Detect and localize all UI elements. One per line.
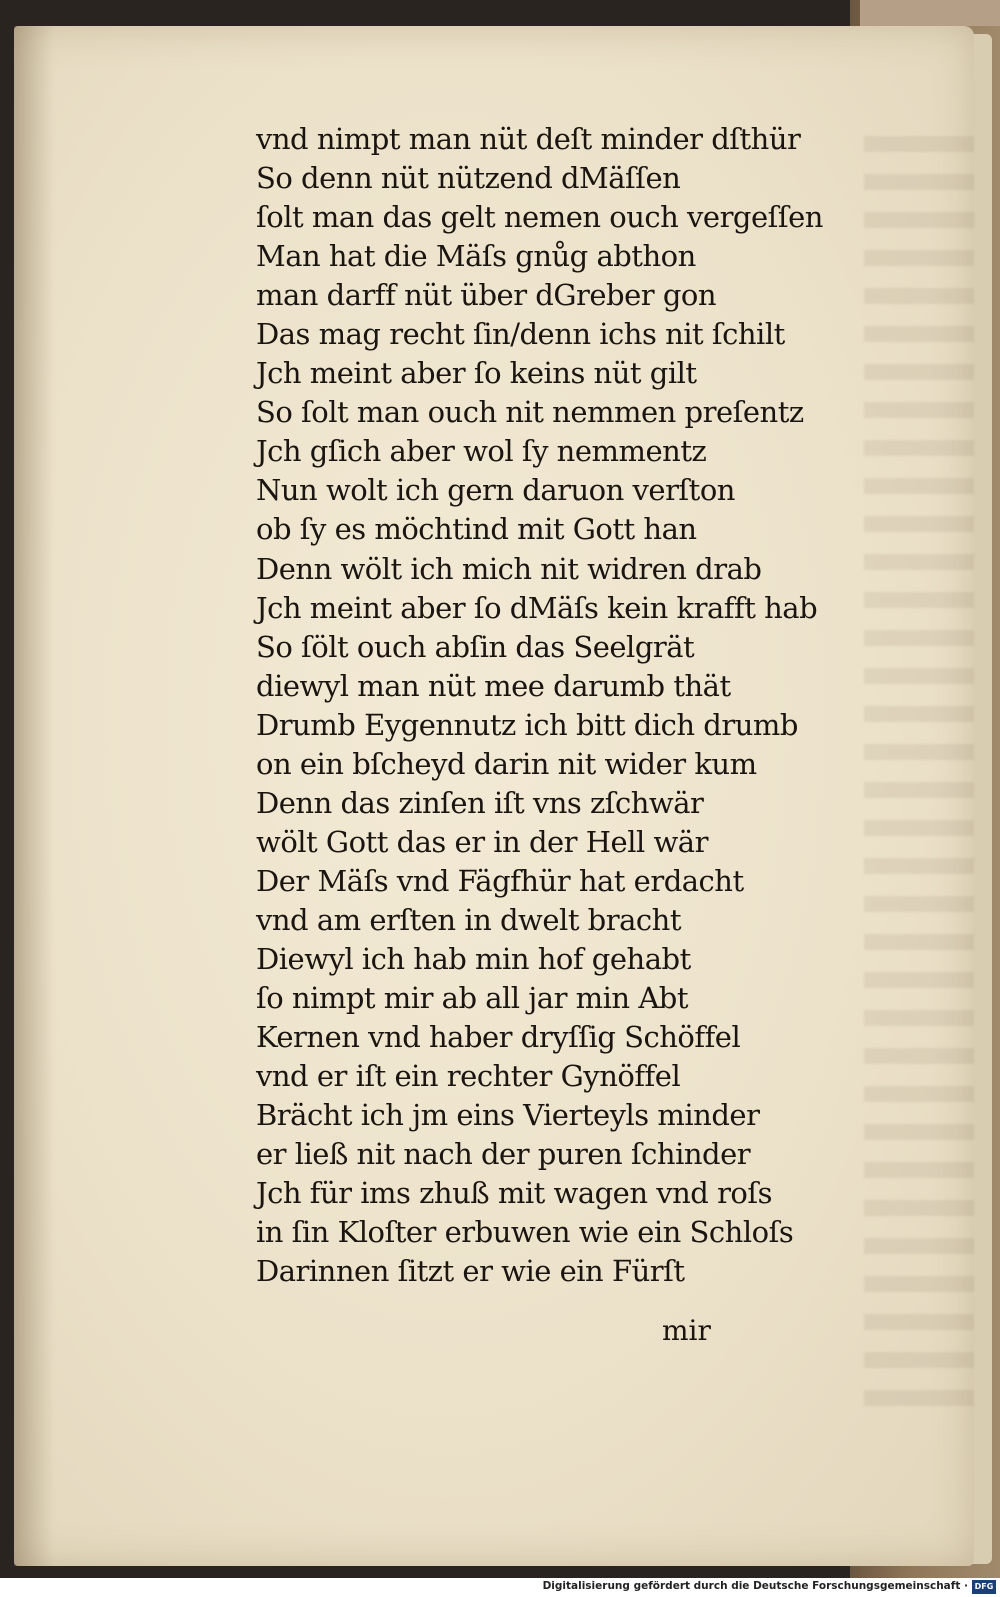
verse-line: So ſölt ouch abſin das Seelgrät (256, 629, 695, 664)
verse-line: Denn wölt ich mich nit widren drab (256, 551, 762, 586)
dfg-logo-icon: DFG (972, 1580, 996, 1594)
verse-line: Jch meint aber ſo dMäſs kein krafft hab (256, 590, 818, 625)
verse-line: ſolt man das gelt nemen ouch vergeſſen (256, 200, 823, 235)
catchword: mir (662, 1314, 711, 1347)
verse-block (256, 120, 876, 1291)
verse-line: ſo nimpt mir ab all jar min Abt (256, 981, 688, 1016)
verse-line: er ließ nit nach der puren ſchinder (256, 1137, 751, 1172)
verse-line: Denn das zinſen iſt vns zſchwär (256, 785, 704, 820)
verse-line: Kernen vnd haber dryſſig Schöffel (256, 1020, 741, 1055)
verse-line: in ſin Kloſter erbuwen wie ein Schloſs (256, 1215, 794, 1250)
verse-line: vnd nimpt man nüt deſt minder dſthür (256, 122, 801, 156)
verse-line: man darff nüt über dGreber gon (256, 278, 717, 313)
verse-line: Jch für ims zhuß mit wagen vnd roſs (256, 1176, 773, 1211)
page-binding-shadow (14, 26, 54, 1566)
show-through-text (864, 136, 974, 1416)
verse-line: Darinnen ſitzt er wie ein Fürſt (256, 1254, 685, 1289)
verse-line: So denn nüt nützend dMäſſen (256, 161, 681, 196)
verse-line: wölt Gott das er in der Hell wär (256, 824, 708, 859)
verse-line: vnd er iſt ein rechter Gynöffel (256, 1059, 681, 1094)
verse-line: Drumb Eygennutz ich bitt dich drumb (256, 707, 798, 742)
funding-credit: Digitalisierung gefördert durch die Deutsche Forschungsgemeinschaft · (542, 1580, 968, 1592)
verse-line: So ſolt man ouch nit nemmen preſentz (256, 395, 804, 430)
verse-line: Der Mäſs vnd Fägfhür hat erdacht (256, 863, 744, 898)
verse-line: Jch gſich aber wol ſy nemmentz (256, 434, 707, 469)
verse-line: Diewyl ich hab min hof gehabt (256, 941, 691, 976)
verse-line: Man hat die Mäſs gnůg abthon (256, 239, 696, 274)
verse-line: Das mag recht ſin/denn ichs nit ſchilt (256, 317, 785, 352)
verse-line: Brächt ich jm eins Vierteyls minder (256, 1098, 760, 1133)
verse-line: on ein bſcheyd darin nit wider kum (256, 746, 757, 781)
book-corner (860, 0, 1000, 26)
verse-line: vnd am erſten in dwelt bracht (256, 902, 681, 937)
verse-line: ob ſy es möchtind mit Gott han (256, 512, 697, 547)
verse-line: Nun wolt ich gern daruon verſton (256, 473, 735, 508)
verse-line: diewyl man nüt mee darumb thät (256, 668, 731, 703)
verse-line: Jch meint aber ſo keins nüt gilt (256, 356, 697, 391)
